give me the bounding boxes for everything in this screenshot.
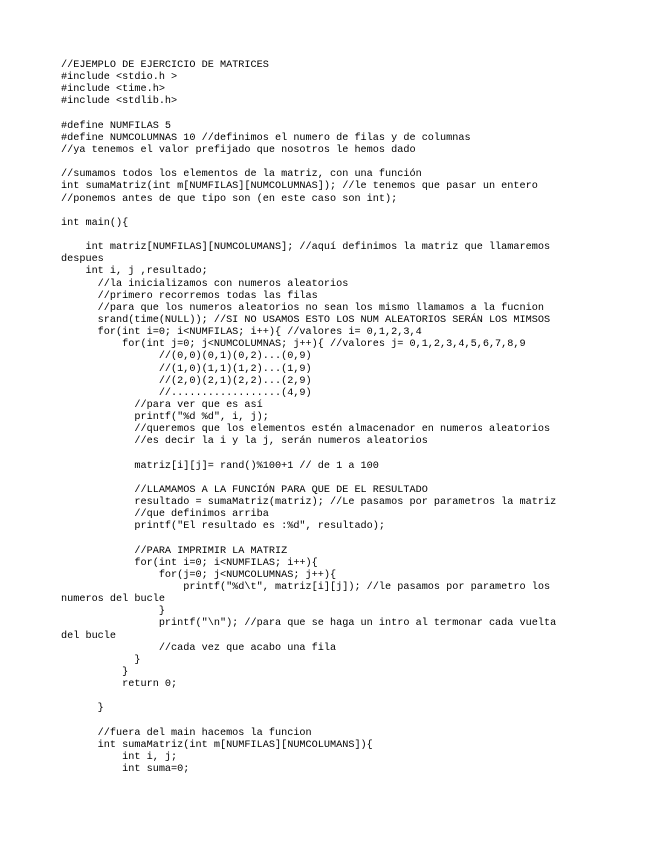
code-line: for(j=0; j<NUMCOLUMNAS; j++){: [61, 569, 337, 581]
code-line: #include <stdlib.h>: [61, 96, 178, 108]
code-line: for(int i=0; i<NUMFILAS; i++){: [61, 557, 318, 569]
code-line: //sumamos todos los elementos de la matriz, con una función: [61, 169, 422, 181]
code-line: [61, 109, 591, 121]
code-line: for(int i=0; i<NUMFILAS; i++){ //valores i= 0,1,2,3,4: [61, 327, 422, 339]
code-listing: [61, 60, 591, 776]
code-line: }: [61, 654, 141, 666]
code-line: [61, 157, 591, 169]
code-line: despues: [61, 254, 104, 266]
code-line: //EJEMPLO DE EJERCICIO DE MATRICES: [61, 60, 269, 71]
code-line: }: [61, 703, 104, 715]
code-line: //queremos que los elementos estén almacenador en numeros aleatorios: [61, 424, 551, 436]
code-line: //para que los numeros aleatorios no sean los mismo llamamos a la fucnion: [61, 302, 544, 314]
code-line: }: [61, 606, 165, 618]
code-line: srand(time(NULL)); //SI NO USAMOS ESTO LOS NUM ALEATORIOS SERÁN LOS MIMSOS: [61, 314, 551, 326]
code-line: printf("%d %d", i, j);: [61, 412, 269, 424]
code-line: printf("\n"); //para que se haga un intro al termonar cada vuelta: [61, 618, 557, 630]
code-line: printf("El resultado es :%d", resultado);: [61, 521, 386, 533]
code-line: [61, 473, 591, 485]
code-line: //(1,0)(1,1)(1,2)...(1,9): [61, 363, 312, 375]
code-line: [61, 206, 591, 218]
code-line: //ya tenemos el valor prefijado que nosotros le hemos dado: [61, 144, 416, 156]
code-line: for(int j=0; j<NUMCOLUMNAS; j++){ //valores j= 0,1,2,3,4,5,6,7,8,9: [61, 339, 526, 351]
code-line: printf("%d\t", matriz[i][j]); //le pasamos por parametro los: [61, 582, 551, 594]
code-line: //PARA IMPRIMIR LA MATRIZ: [61, 545, 288, 557]
code-line: #define NUMFILAS 5: [61, 120, 172, 132]
code-line: return 0;: [61, 679, 178, 691]
code-line: resultado = sumaMatriz(matriz); //Le pasamos por parametros la matriz: [61, 497, 557, 509]
code-line: //la inicializamos con numeros aleatorios: [61, 278, 349, 290]
code-line: //primero recorremos todas las filas: [61, 290, 318, 302]
code-line: //cada vez que acabo una fila: [61, 642, 337, 654]
code-line: #define NUMCOLUMNAS 10 //definimos el numero de filas y de columnas: [61, 132, 471, 144]
code-line: int main(){: [61, 217, 129, 229]
code-line: #include <stdio.h >: [61, 72, 178, 84]
code-line: int i, j ,resultado;: [61, 266, 208, 278]
code-line: }: [61, 667, 129, 679]
code-line: //es decir la i y la j, serán numeros aleatorios: [61, 436, 428, 448]
code-line: int i, j;: [61, 752, 178, 764]
code-line: [61, 716, 591, 728]
code-line: //LLAMAMOS A LA FUNCIÓN PARA QUE DE EL RESULTADO: [61, 484, 428, 496]
code-line: [61, 449, 591, 461]
code-line: //que definimos arriba: [61, 509, 269, 521]
code-line: del bucle: [61, 630, 117, 642]
code-line: matriz[i][j]= rand()%100+1 // de 1 a 100: [61, 460, 379, 472]
code-line: //para ver que es así: [61, 399, 263, 411]
code-line: //(0,0)(0,1)(0,2)...(0,9): [61, 351, 312, 363]
code-line: //..................(4,9): [61, 387, 312, 399]
code-line: int sumaMatriz(int m[NUMFILAS][NUMCOLUMANS]){: [61, 739, 373, 751]
code-line: [61, 691, 591, 703]
code-line: int suma=0;: [61, 764, 190, 776]
code-line: //ponemos antes de que tipo son (en este caso son int);: [61, 193, 398, 205]
code-line: #include <time.h>: [61, 84, 165, 96]
code-line: numeros del bucle: [61, 594, 165, 606]
code-line: int matriz[NUMFILAS][NUMCOLUMANS]; //aquí definimos la matriz que llamaremos: [61, 242, 551, 254]
code-line: //(2,0)(2,1)(2,2)...(2,9): [61, 375, 312, 387]
code-line: [61, 230, 591, 242]
code-line: [61, 533, 591, 545]
code-line: int sumaMatriz(int m[NUMFILAS][NUMCOLUMNAS]); //le tenemos que pasar un entero: [61, 181, 538, 193]
code-line: //fuera del main hacemos la funcion: [61, 727, 312, 739]
